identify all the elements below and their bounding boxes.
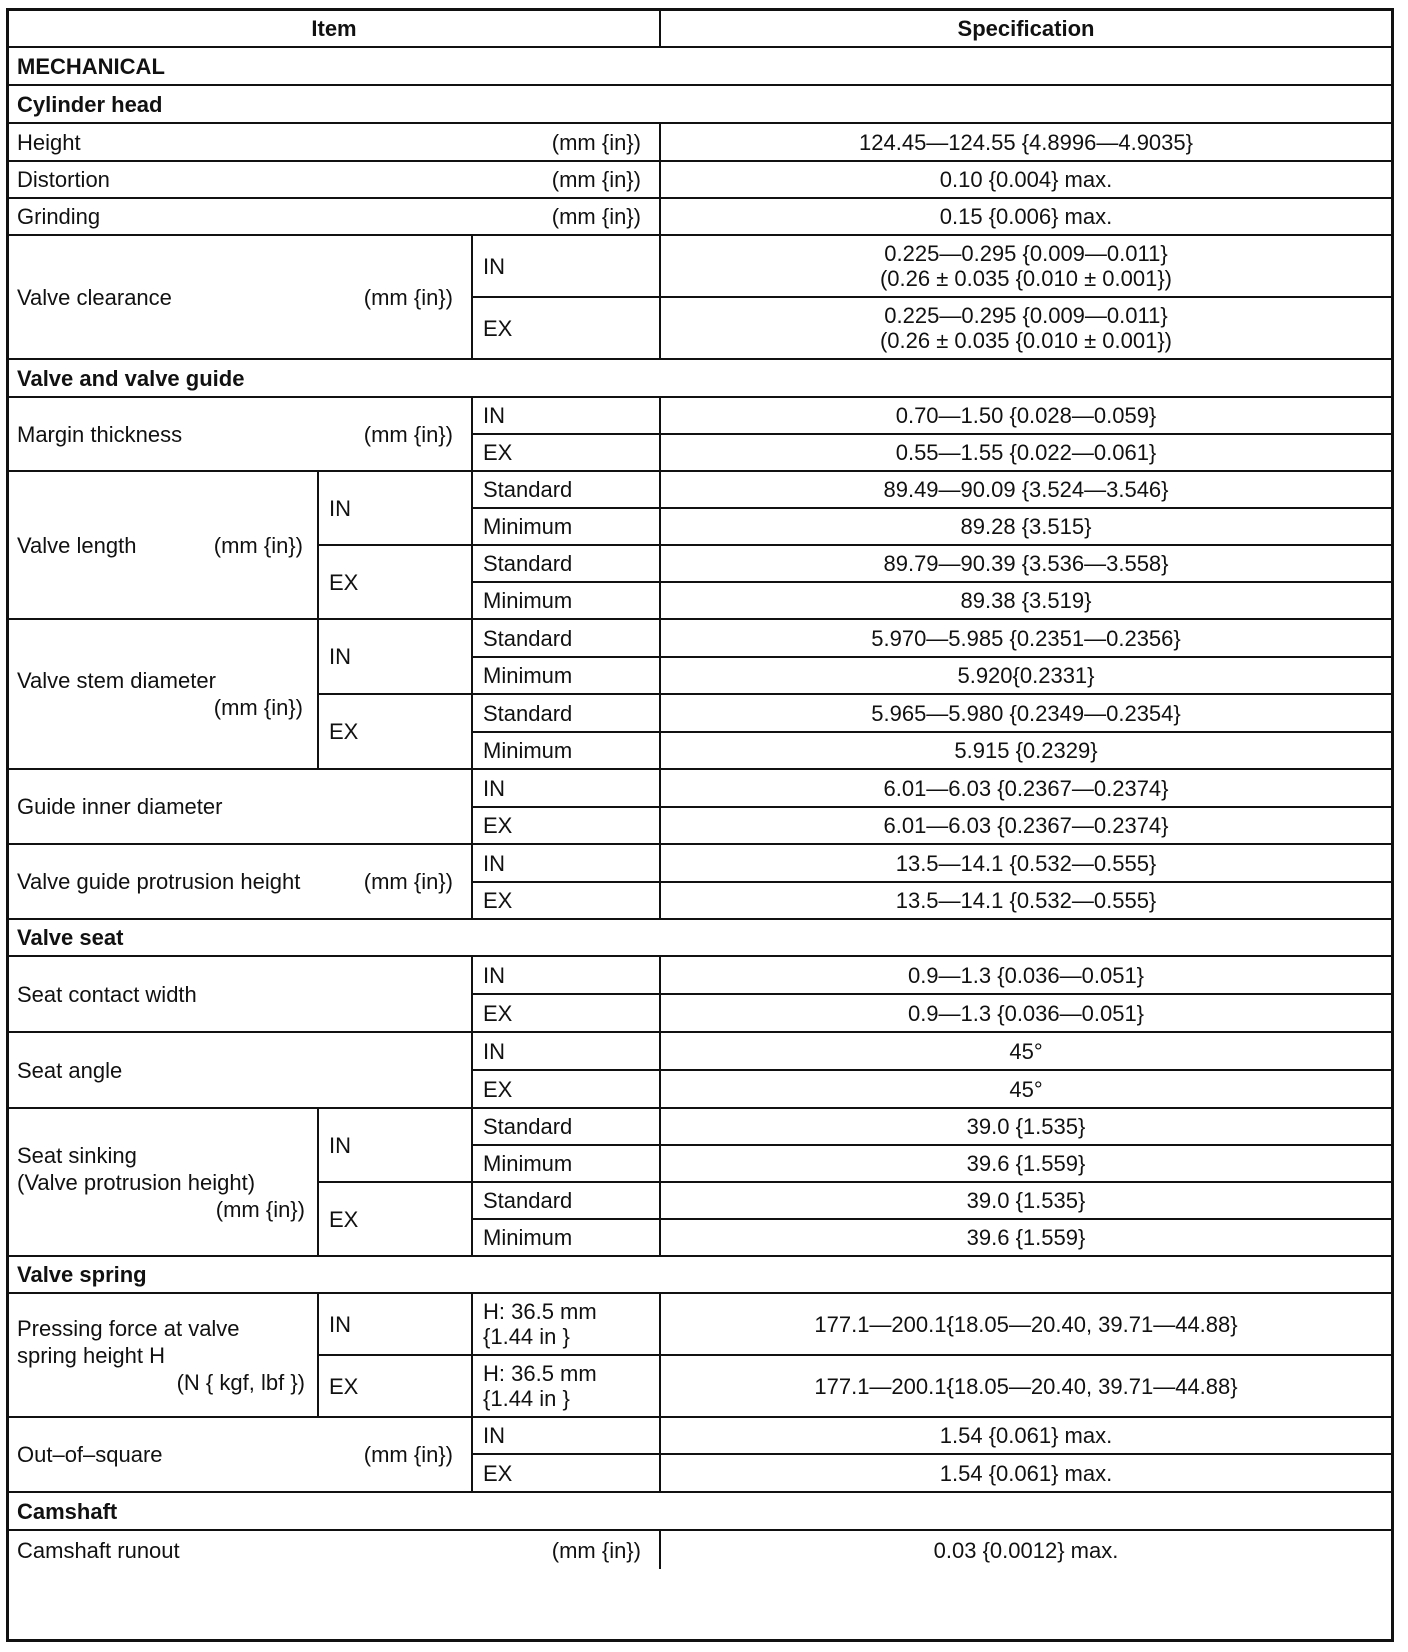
spec-value: 1.54 {0.061} max. bbox=[659, 1418, 1391, 1453]
minimum-label: Minimum bbox=[471, 509, 659, 544]
subrow bbox=[471, 472, 1391, 509]
subrow bbox=[471, 546, 1391, 583]
ex-label: EX bbox=[471, 435, 659, 470]
item-label: Out–of–square bbox=[17, 1442, 163, 1467]
ex-label: EX bbox=[317, 1356, 471, 1416]
item-cell bbox=[9, 1418, 471, 1491]
spec-value: 124.45—124.55 {4.8996—4.9035} bbox=[659, 124, 1391, 160]
row-pressing-force bbox=[9, 1294, 1391, 1418]
spec-value: 39.6 {1.559} bbox=[659, 1146, 1391, 1181]
item-label-sub: (Valve protrusion height) bbox=[17, 1169, 256, 1195]
in-label: IN bbox=[471, 770, 659, 806]
row-valve-stem-diameter bbox=[9, 620, 1391, 770]
item-cell bbox=[9, 124, 659, 160]
section-camshaft bbox=[9, 1493, 1391, 1531]
in-label: IN bbox=[471, 398, 659, 433]
row-height bbox=[9, 124, 1391, 162]
subrow bbox=[471, 1071, 1391, 1107]
unit-label: (mm {in}) bbox=[363, 421, 453, 447]
height-line: H: 36.5 mm bbox=[483, 1361, 597, 1386]
item-label: Guide inner diameter bbox=[17, 794, 223, 819]
subrow bbox=[471, 695, 1391, 733]
subrow bbox=[471, 808, 1391, 843]
spec-value: 0.10 {0.004} max. bbox=[659, 162, 1391, 197]
row-seat-sinking bbox=[9, 1109, 1391, 1257]
item-label: Valve stem diameter bbox=[17, 668, 216, 693]
item-cell bbox=[9, 398, 471, 470]
item-label: Valve length bbox=[17, 532, 137, 558]
in-group bbox=[317, 1109, 1391, 1183]
spec-line: 0.225—0.295 {0.009—0.011} bbox=[884, 241, 1168, 266]
spec-value: 0.70—1.50 {0.028—0.059} bbox=[659, 398, 1391, 433]
spec-value: 177.1—200.1{18.05—20.40, 39.71—44.88} bbox=[659, 1294, 1391, 1354]
subrow bbox=[471, 995, 1391, 1031]
row-camshaft-runout bbox=[9, 1531, 1391, 1569]
item-cell bbox=[9, 162, 659, 197]
spec-value: 1.54 {0.061} max. bbox=[659, 1455, 1391, 1491]
section-title: MECHANICAL bbox=[17, 53, 165, 79]
spec-value: 13.5—14.1 {0.532—0.555} bbox=[659, 845, 1391, 881]
spec-value: 13.5—14.1 {0.532—0.555} bbox=[659, 883, 1391, 918]
section-title: Valve seat bbox=[17, 925, 124, 950]
standard-label: Standard bbox=[471, 620, 659, 656]
item-label: Camshaft runout bbox=[17, 1537, 180, 1563]
subrow bbox=[317, 1294, 1391, 1356]
minimum-label: Minimum bbox=[471, 583, 659, 618]
unit-label: (mm {in}) bbox=[213, 532, 303, 558]
row-valve-clearance bbox=[9, 236, 1391, 360]
standard-label: Standard bbox=[471, 472, 659, 507]
spec-value: 0.15 {0.006} max. bbox=[659, 199, 1391, 234]
spec-value: 45° bbox=[659, 1033, 1391, 1069]
ex-label: EX bbox=[317, 546, 471, 618]
subrow bbox=[471, 845, 1391, 883]
ex-group bbox=[317, 1183, 1391, 1255]
subrow bbox=[471, 398, 1391, 435]
spec-table bbox=[6, 8, 1394, 1642]
ex-label: EX bbox=[471, 298, 659, 358]
subrow bbox=[471, 620, 1391, 658]
subrow bbox=[471, 1109, 1391, 1146]
subrow bbox=[471, 770, 1391, 808]
row-valve-length bbox=[9, 472, 1391, 620]
unit-label: (mm {in}) bbox=[551, 1537, 641, 1563]
minimum-label: Minimum bbox=[471, 1220, 659, 1255]
row-margin-thickness bbox=[9, 398, 1391, 472]
subrow bbox=[471, 1033, 1391, 1071]
ex-label: EX bbox=[471, 1455, 659, 1491]
minimum-label: Minimum bbox=[471, 733, 659, 768]
subrow bbox=[317, 1356, 1391, 1416]
spec-line: 0.225—0.295 {0.009—0.011} bbox=[884, 303, 1168, 328]
ex-label: EX bbox=[471, 1071, 659, 1107]
ex-label: EX bbox=[317, 1183, 471, 1255]
spec-value: 6.01—6.03 {0.2367—0.2374} bbox=[659, 770, 1391, 806]
item-label: Seat angle bbox=[17, 1057, 123, 1083]
specification-header: Specification bbox=[659, 11, 1391, 46]
subrow bbox=[471, 1220, 1391, 1255]
spec-value: 5.920{0.2331} bbox=[659, 658, 1391, 693]
spec-value: 45° bbox=[659, 1071, 1391, 1107]
in-label: IN bbox=[317, 620, 471, 693]
subrow bbox=[471, 883, 1391, 918]
subrow bbox=[471, 1146, 1391, 1181]
in-group bbox=[317, 620, 1391, 695]
ex-label: EX bbox=[471, 808, 659, 843]
in-label: IN bbox=[471, 845, 659, 881]
item-label: Seat contact width bbox=[17, 981, 197, 1007]
spec-value bbox=[659, 298, 1391, 358]
unit-label: (mm {in}) bbox=[363, 284, 453, 310]
ex-label: EX bbox=[471, 995, 659, 1031]
spec-value: 5.965—5.980 {0.2349—0.2354} bbox=[659, 695, 1391, 731]
unit-label: (mm {in}) bbox=[363, 1442, 453, 1467]
subrow bbox=[471, 236, 1391, 298]
section-title: Cylinder head bbox=[17, 91, 163, 117]
in-label: IN bbox=[317, 1109, 471, 1181]
height-line: {1.44 in } bbox=[483, 1324, 570, 1349]
unit-label: (mm {in}) bbox=[551, 129, 641, 155]
section-valve-spring bbox=[9, 1257, 1391, 1294]
in-label: IN bbox=[471, 957, 659, 993]
spec-value: 89.79—90.39 {3.536—3.558} bbox=[659, 546, 1391, 581]
minimum-label: Minimum bbox=[471, 1146, 659, 1181]
ex-group bbox=[317, 695, 1391, 768]
height-line: H: 36.5 mm bbox=[483, 1299, 597, 1324]
item-label: Grinding bbox=[17, 204, 101, 229]
spec-value: 89.28 {3.515} bbox=[659, 509, 1391, 544]
standard-label: Standard bbox=[471, 546, 659, 581]
subrow bbox=[471, 1418, 1391, 1455]
height-line: {1.44 in } bbox=[483, 1386, 570, 1411]
item-label: Pressing force at valve bbox=[17, 1315, 240, 1341]
spec-value: 6.01—6.03 {0.2367—0.2374} bbox=[659, 808, 1391, 843]
section-valve-guide bbox=[9, 360, 1391, 398]
in-label: IN bbox=[471, 1033, 659, 1069]
subrow bbox=[471, 298, 1391, 358]
standard-label: Standard bbox=[471, 1109, 659, 1144]
row-seat-angle bbox=[9, 1033, 1391, 1109]
unit-label: (mm {in}) bbox=[213, 695, 303, 720]
unit-label: (mm {in}) bbox=[215, 1196, 305, 1222]
item-cell bbox=[9, 1531, 659, 1569]
spec-value: 89.38 {3.519} bbox=[659, 583, 1391, 618]
item-label: Seat sinking bbox=[17, 1142, 137, 1168]
subrow bbox=[471, 733, 1391, 768]
spec-value: 0.9—1.3 {0.036—0.051} bbox=[659, 995, 1391, 1031]
spec-value: 177.1—200.1{18.05—20.40, 39.71—44.88} bbox=[659, 1356, 1391, 1416]
spec-value: 39.0 {1.535} bbox=[659, 1109, 1391, 1144]
section-title: Valve spring bbox=[17, 1262, 147, 1287]
subrow bbox=[471, 1455, 1391, 1491]
item-cell bbox=[9, 620, 317, 768]
row-guide-protrusion-height bbox=[9, 845, 1391, 920]
section-cylinder-head bbox=[9, 86, 1391, 124]
spec-value: 0.9—1.3 {0.036—0.051} bbox=[659, 957, 1391, 993]
spec-value bbox=[659, 236, 1391, 296]
spec-value: 0.55—1.55 {0.022—0.061} bbox=[659, 435, 1391, 470]
section-title: Valve and valve guide bbox=[17, 365, 245, 391]
row-out-of-square bbox=[9, 1418, 1391, 1493]
item-label: Margin thickness bbox=[17, 421, 183, 447]
item-label: Height bbox=[17, 129, 81, 155]
standard-label: Standard bbox=[471, 695, 659, 731]
height-label bbox=[471, 1356, 659, 1416]
subrow bbox=[471, 1183, 1391, 1220]
in-label: IN bbox=[471, 1418, 659, 1453]
item-header: Item bbox=[311, 16, 357, 41]
section-title: Camshaft bbox=[17, 1498, 118, 1524]
item-label-sub: spring height H bbox=[17, 1342, 165, 1368]
in-label: IN bbox=[317, 1294, 471, 1354]
row-grinding bbox=[9, 199, 1391, 236]
row-distortion bbox=[9, 162, 1391, 199]
unit-label: (N { kgf, lbf }) bbox=[176, 1369, 305, 1395]
spec-value: 5.915 {0.2329} bbox=[659, 733, 1391, 768]
unit-label: (mm {in}) bbox=[363, 869, 453, 894]
spec-value: 39.6 {1.559} bbox=[659, 1220, 1391, 1255]
subrow bbox=[471, 957, 1391, 995]
row-seat-contact-width bbox=[9, 957, 1391, 1033]
item-cell bbox=[9, 472, 317, 618]
height-label bbox=[471, 1294, 659, 1354]
minimum-label: Minimum bbox=[471, 658, 659, 693]
item-label: Valve guide protrusion height bbox=[17, 869, 301, 894]
item-cell bbox=[9, 845, 471, 918]
standard-label: Standard bbox=[471, 1183, 659, 1218]
item-label: Valve clearance bbox=[17, 284, 172, 310]
in-group bbox=[317, 472, 1391, 546]
subrow bbox=[471, 658, 1391, 693]
item-cell bbox=[9, 1294, 317, 1416]
item-label: Distortion bbox=[17, 167, 110, 192]
item-cell bbox=[9, 236, 471, 358]
ex-group bbox=[317, 546, 1391, 618]
section-mechanical bbox=[9, 48, 1391, 86]
spec-value: 89.49—90.09 {3.524—3.546} bbox=[659, 472, 1391, 507]
unit-label: (mm {in}) bbox=[551, 167, 641, 192]
spec-value: 5.970—5.985 {0.2351—0.2356} bbox=[659, 620, 1391, 656]
subrow bbox=[471, 583, 1391, 618]
ex-label: EX bbox=[317, 695, 471, 768]
in-label: IN bbox=[471, 236, 659, 296]
spec-line: (0.26 ± 0.035 {0.010 ± 0.001}) bbox=[879, 328, 1173, 353]
ex-label: EX bbox=[471, 883, 659, 918]
spec-line: (0.26 ± 0.035 {0.010 ± 0.001}) bbox=[879, 266, 1173, 291]
section-valve-seat bbox=[9, 920, 1391, 957]
item-cell bbox=[9, 1109, 317, 1255]
item-cell bbox=[9, 199, 659, 234]
unit-label: (mm {in}) bbox=[551, 204, 641, 229]
row-guide-inner-diameter bbox=[9, 770, 1391, 845]
subrow bbox=[471, 435, 1391, 470]
table-header bbox=[9, 11, 1391, 48]
spec-value: 0.03 {0.0012} max. bbox=[659, 1531, 1391, 1569]
spec-value: 39.0 {1.535} bbox=[659, 1183, 1391, 1218]
in-label: IN bbox=[317, 472, 471, 544]
subrow bbox=[471, 509, 1391, 544]
